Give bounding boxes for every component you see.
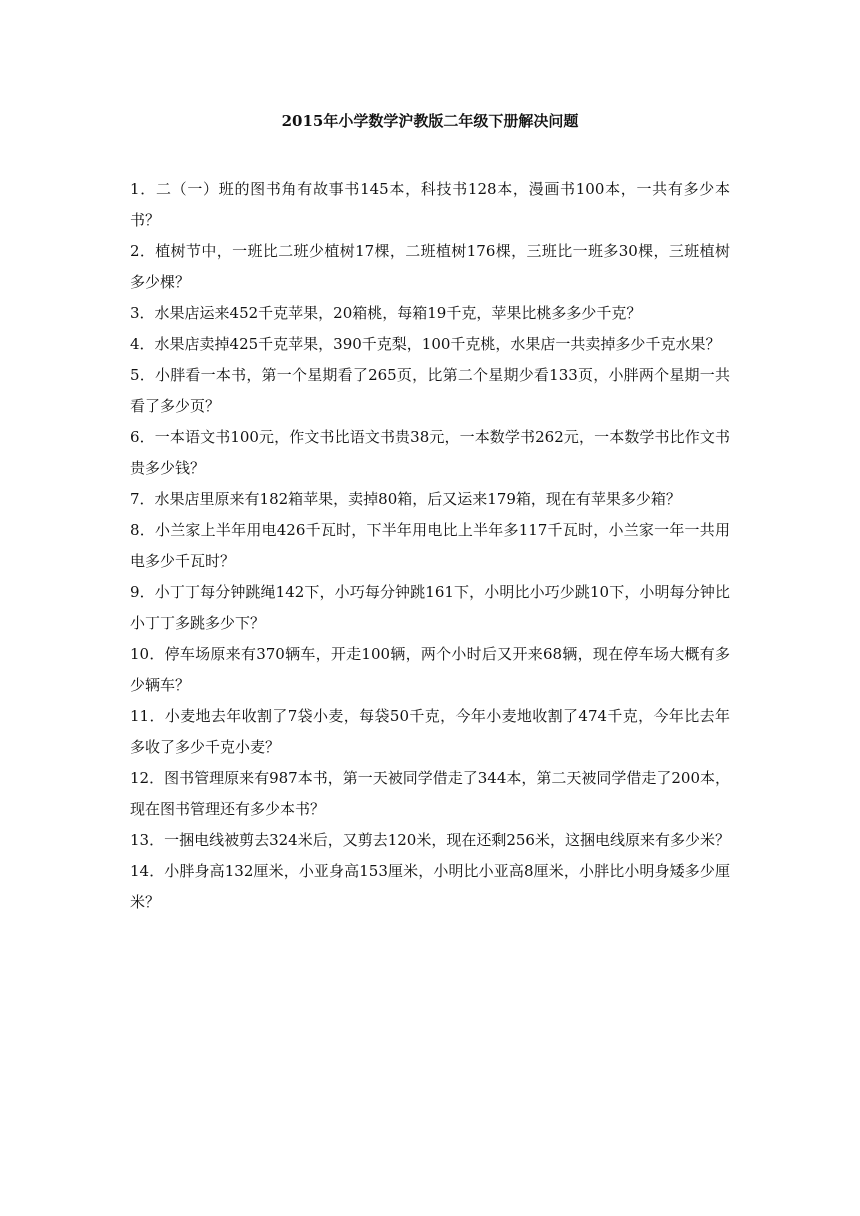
question-item: 10．停车场原来有370辆车，开走100辆，两个小时后又开来68辆，现在停车场大概有多少辆车？	[130, 645, 730, 694]
question-item: 14．小胖身高132厘米，小亚身高153厘米，小明比小亚高8厘米，小胖比小明身矮多少厘米？	[130, 862, 730, 911]
question-item: 6．一本语文书100元，作文书比语文书贵38元，一本数学书262元，一本数学书比作文书贵多少钱？	[130, 428, 730, 477]
question-item: 13．一捆电线被剪去324米后，又剪去120米，现在还剩256米，这捆电线原来有多少米？	[130, 831, 730, 849]
question-item: 3．水果店运来452千克苹果，20箱桃，每箱19千克，苹果比桃多多少千克？	[130, 304, 642, 322]
question-item: 5．小胖看一本书，第一个星期看了265页，比第二个星期少看133页，小胖两个星期一共看了多少页？	[130, 366, 730, 415]
question-item: 7．水果店里原来有182箱苹果，卖掉80箱，后又运来179箱，现在有苹果多少箱？	[130, 490, 681, 508]
question-item: 9．小丁丁每分钟跳绳142下，小巧每分钟跳161下，小明比小巧少跳10下，小明每分钟比小丁丁多跳多少下？	[130, 583, 730, 632]
question-list	[130, 174, 730, 918]
document-title: 2015年小学数学沪教版二年级下册解决问题	[281, 112, 579, 130]
question-item: 2．植树节中，一班比二班少植树17棵，二班植树176棵，三班比一班多30棵，三班植树多少棵？	[130, 242, 730, 291]
question-item: 11．小麦地去年收割了7袋小麦，每袋50千克，今年小麦地收割了474千克，今年比去年多收了多少千克小麦？	[130, 707, 730, 756]
question-item: 1．二（一）班的图书角有故事书145本，科技书128本，漫画书100本，一共有多少本书？	[130, 180, 730, 229]
question-item: 4．水果店卖掉425千克苹果，390千克梨，100千克桃，水果店一共卖掉多少千克水果？	[130, 335, 721, 353]
question-item: 8．小兰家上半年用电426千瓦时，下半年用电比上半年多117千瓦时，小兰家一年一共用电多少千瓦时？	[130, 521, 730, 570]
question-item: 12．图书管理原来有987本书，第一天被同学借走了344本，第二天被同学借走了200本，现在图书管理还有多少本书？	[130, 769, 730, 818]
